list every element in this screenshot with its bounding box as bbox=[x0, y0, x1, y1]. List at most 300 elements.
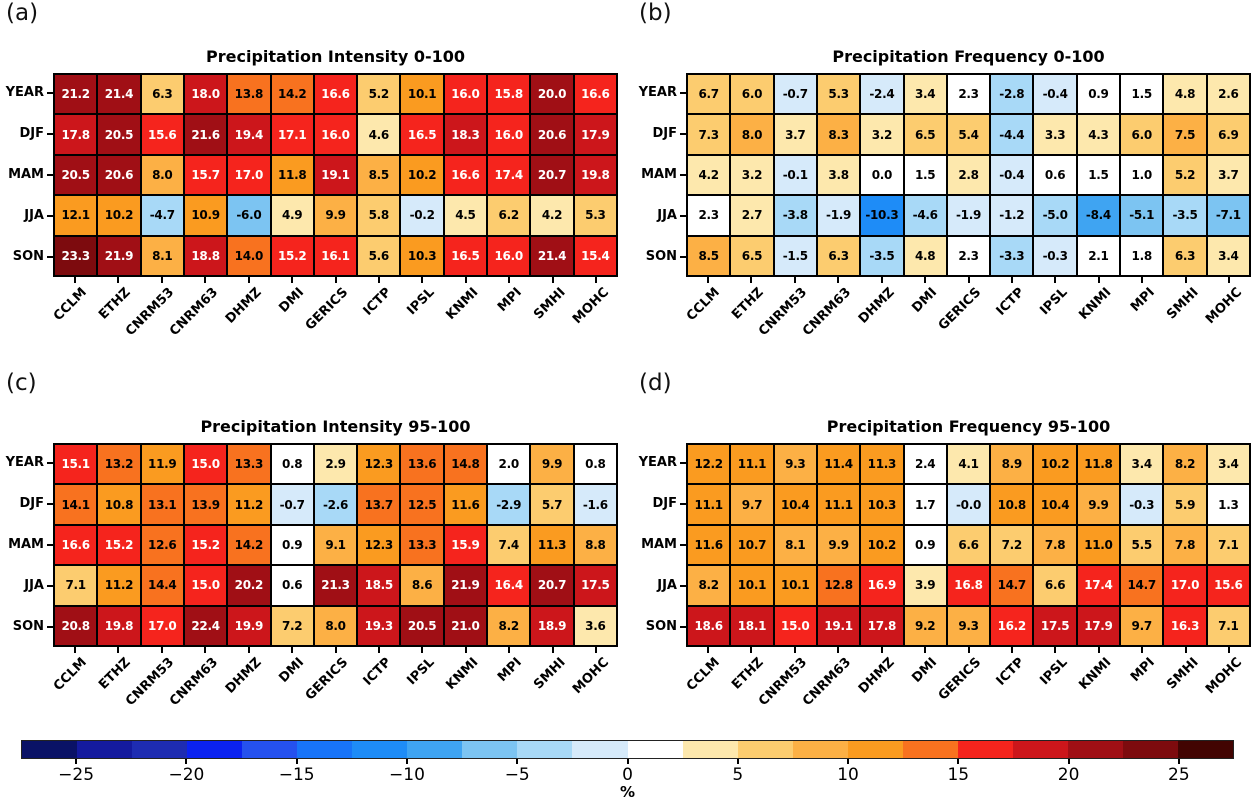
heatmap-cell: 11.2 bbox=[227, 484, 270, 524]
heatmap-cell: -5.1 bbox=[1120, 195, 1163, 235]
colorbar-tick bbox=[296, 759, 298, 764]
heatmap-cell: 7.2 bbox=[271, 606, 314, 646]
colorbar-tick bbox=[185, 759, 187, 764]
heatmap-cell: -0.7 bbox=[271, 484, 314, 524]
heatmap-cell: 3.4 bbox=[1207, 236, 1250, 276]
heatmap-cell: 17.8 bbox=[54, 114, 97, 154]
panel-title-a: Precipitation Intensity 0-100 bbox=[206, 47, 465, 66]
heatmap-cell: -3.5 bbox=[860, 236, 903, 276]
heatmap-cell: 13.7 bbox=[357, 484, 400, 524]
heatmap-cell: 15.1 bbox=[54, 444, 97, 484]
x-axis-tick bbox=[794, 277, 796, 283]
heatmap-cell: 20.2 bbox=[227, 565, 270, 605]
panel-title-b: Precipitation Frequency 0-100 bbox=[832, 47, 1105, 66]
heatmap-cell: 18.3 bbox=[444, 114, 487, 154]
heatmap-cell: 16.0 bbox=[487, 114, 530, 154]
heatmap-cell: 2.9 bbox=[314, 444, 357, 484]
heatmap-cell: 7.3 bbox=[687, 114, 730, 154]
colorbar-segment bbox=[407, 741, 462, 758]
heatmap-cell: 11.1 bbox=[730, 444, 773, 484]
heatmap-grid-b bbox=[686, 73, 1251, 277]
heatmap-cell: 18.0 bbox=[184, 74, 227, 114]
x-axis-tick bbox=[1098, 647, 1100, 653]
x-axis-tick bbox=[1228, 277, 1230, 283]
heatmap-cell: 11.1 bbox=[687, 484, 730, 524]
panel-d bbox=[633, 370, 1253, 740]
panel-b bbox=[633, 0, 1253, 370]
heatmap-cell: 6.0 bbox=[730, 74, 773, 114]
heatmap-cell: 13.3 bbox=[227, 444, 270, 484]
heatmap-cell: 10.2 bbox=[860, 525, 903, 565]
heatmap-cell: -2.4 bbox=[860, 74, 903, 114]
heatmap-cell: 16.1 bbox=[314, 236, 357, 276]
heatmap-cell: 17.0 bbox=[1163, 565, 1206, 605]
heatmap-cell: 18.5 bbox=[357, 565, 400, 605]
x-axis-tick bbox=[291, 277, 293, 283]
colorbar-tick bbox=[627, 759, 629, 764]
col-label: MOHC bbox=[1202, 655, 1245, 698]
row-label: JJA bbox=[657, 207, 677, 223]
heatmap-cell: 18.8 bbox=[184, 236, 227, 276]
heatmap-cell: 16.6 bbox=[574, 74, 617, 114]
heatmap-cell: 6.3 bbox=[1163, 236, 1206, 276]
heatmap-cell: -10.3 bbox=[860, 195, 903, 235]
heatmap-cell: 1.5 bbox=[1077, 155, 1120, 195]
col-label: CNRM63 bbox=[166, 285, 221, 340]
heatmap-cell: -1.9 bbox=[817, 195, 860, 235]
x-axis-tick bbox=[837, 277, 839, 283]
heatmap-cell: 15.6 bbox=[1207, 565, 1250, 605]
y-axis-tick bbox=[47, 585, 53, 587]
col-label: DHMZ bbox=[222, 655, 265, 697]
heatmap-cell: -0.0 bbox=[947, 484, 990, 524]
heatmap-cell: 12.8 bbox=[817, 565, 860, 605]
heatmap-cell: 3.9 bbox=[904, 565, 947, 605]
heatmap-cell: 13.6 bbox=[400, 444, 443, 484]
heatmap-cell: 9.3 bbox=[947, 606, 990, 646]
x-axis-tick bbox=[707, 277, 709, 283]
heatmap-cell: 7.8 bbox=[1163, 525, 1206, 565]
heatmap-cell: 15.0 bbox=[184, 444, 227, 484]
heatmap-cell: 6.0 bbox=[1120, 114, 1163, 154]
y-axis-tick bbox=[680, 503, 686, 505]
heatmap-cell: 3.2 bbox=[730, 155, 773, 195]
col-label: MOHC bbox=[569, 655, 612, 698]
col-label: ETHZ bbox=[96, 655, 134, 693]
colorbar-segment bbox=[1068, 741, 1123, 758]
heatmap-cell: 19.1 bbox=[817, 606, 860, 646]
col-label: IPSL bbox=[404, 655, 439, 689]
col-label: CCLM bbox=[684, 285, 724, 325]
heatmap-grid-c bbox=[53, 443, 618, 647]
heatmap-cell: 11.3 bbox=[530, 525, 573, 565]
colorbar-segment bbox=[1123, 741, 1178, 758]
col-label: MOHC bbox=[569, 285, 612, 328]
heatmap-cell: 5.3 bbox=[574, 195, 617, 235]
col-label: SMHI bbox=[530, 655, 569, 693]
colorbar-segment bbox=[793, 741, 848, 758]
heatmap-cell: 19.9 bbox=[227, 606, 270, 646]
heatmap-cell: 9.7 bbox=[1120, 606, 1163, 646]
colorbar-segment bbox=[187, 741, 242, 758]
heatmap-cell: 6.5 bbox=[904, 114, 947, 154]
row-label: JJA bbox=[24, 577, 44, 593]
col-label: CNRM53 bbox=[756, 655, 811, 710]
heatmap-cell: 20.7 bbox=[530, 155, 573, 195]
heatmap-cell: 0.9 bbox=[271, 525, 314, 565]
heatmap-cell: -3.3 bbox=[990, 236, 1033, 276]
y-axis-tick bbox=[47, 626, 53, 628]
heatmap-cell: 11.6 bbox=[687, 525, 730, 565]
heatmap-cell: 16.0 bbox=[314, 114, 357, 154]
colorbar-tick bbox=[406, 759, 408, 764]
heatmap-cell: 13.9 bbox=[184, 484, 227, 524]
col-label: GERICS bbox=[935, 285, 985, 334]
heatmap-cell: 10.4 bbox=[774, 484, 817, 524]
heatmap-cell: 9.9 bbox=[530, 444, 573, 484]
heatmap-cell: 17.5 bbox=[574, 565, 617, 605]
col-label: CNRM53 bbox=[123, 655, 178, 710]
col-label: IPSL bbox=[1037, 285, 1072, 319]
heatmap-cell: 6.9 bbox=[1207, 114, 1250, 154]
col-label: CCLM bbox=[51, 285, 91, 325]
row-label: DJF bbox=[19, 496, 44, 512]
colorbar-segment bbox=[297, 741, 352, 758]
x-axis-tick bbox=[750, 647, 752, 653]
heatmap-cell: 15.2 bbox=[97, 525, 140, 565]
heatmap-cell: 12.2 bbox=[687, 444, 730, 484]
heatmap-cell: 10.4 bbox=[1033, 484, 1076, 524]
heatmap-cell: 9.2 bbox=[904, 606, 947, 646]
heatmap-cell: 16.6 bbox=[54, 525, 97, 565]
x-axis-tick bbox=[1141, 277, 1143, 283]
panel-a bbox=[0, 0, 622, 370]
heatmap-cell: 14.1 bbox=[54, 484, 97, 524]
colorbar-segment bbox=[848, 741, 903, 758]
heatmap-cell: -0.3 bbox=[1033, 236, 1076, 276]
panel-title-c: Precipitation Intensity 95-100 bbox=[200, 417, 471, 436]
row-label: SON bbox=[12, 618, 44, 634]
panel-label-a: (a) bbox=[6, 0, 39, 26]
col-label: ICTP bbox=[360, 655, 395, 689]
colorbar-segment bbox=[572, 741, 627, 758]
heatmap-cell: -0.2 bbox=[400, 195, 443, 235]
colorbar-tick-label: 25 bbox=[1168, 765, 1190, 785]
heatmap-cell: -2.9 bbox=[487, 484, 530, 524]
row-label: DJF bbox=[652, 126, 677, 142]
col-label: CNRM63 bbox=[799, 285, 854, 340]
heatmap-cell: 16.6 bbox=[444, 155, 487, 195]
heatmap-cell: 14.7 bbox=[990, 565, 1033, 605]
heatmap-cell: 6.6 bbox=[947, 525, 990, 565]
row-label: MAM bbox=[641, 537, 677, 552]
heatmap-cell: 16.8 bbox=[947, 565, 990, 605]
col-label: DHMZ bbox=[855, 285, 898, 327]
heatmap-cell: 16.5 bbox=[400, 114, 443, 154]
x-axis-tick bbox=[508, 277, 510, 283]
col-label: ICTP bbox=[993, 285, 1028, 319]
heatmap-cell: -0.4 bbox=[990, 155, 1033, 195]
heatmap-cell: 8.5 bbox=[357, 155, 400, 195]
heatmap-cell: 18.1 bbox=[730, 606, 773, 646]
heatmap-cell: 7.8 bbox=[1033, 525, 1076, 565]
y-axis-tick bbox=[680, 92, 686, 94]
heatmap-cell: 13.1 bbox=[141, 484, 184, 524]
col-label: KNMI bbox=[1076, 655, 1115, 693]
heatmap-cell: 20.0 bbox=[530, 74, 573, 114]
col-label: CNRM63 bbox=[799, 655, 854, 710]
row-label: DJF bbox=[19, 126, 44, 142]
x-axis-tick bbox=[1054, 647, 1056, 653]
y-axis-tick bbox=[47, 256, 53, 258]
heatmap-cell: 8.2 bbox=[1163, 444, 1206, 484]
panel-label-b: (b) bbox=[639, 0, 672, 26]
heatmap-cell: 9.9 bbox=[817, 525, 860, 565]
y-axis-tick bbox=[680, 585, 686, 587]
x-axis-tick bbox=[421, 277, 423, 283]
colorbar-tick-label: −5 bbox=[504, 765, 530, 785]
heatmap-cell: 7.4 bbox=[487, 525, 530, 565]
heatmap-cell: -1.2 bbox=[990, 195, 1033, 235]
y-axis-tick bbox=[47, 462, 53, 464]
heatmap-cell: 17.9 bbox=[1077, 606, 1120, 646]
x-axis-tick bbox=[1098, 277, 1100, 283]
heatmap-cell: -1.9 bbox=[947, 195, 990, 235]
col-label: SMHI bbox=[1163, 285, 1202, 323]
heatmap-cell: 6.2 bbox=[487, 195, 530, 235]
y-axis-tick bbox=[680, 626, 686, 628]
col-label: IPSL bbox=[1037, 655, 1072, 689]
heatmap-cell: 12.3 bbox=[357, 444, 400, 484]
heatmap-cell: 15.2 bbox=[184, 525, 227, 565]
heatmap-cell: -5.0 bbox=[1033, 195, 1076, 235]
heatmap-cell: -2.8 bbox=[990, 74, 1033, 114]
heatmap-cell: 8.0 bbox=[730, 114, 773, 154]
heatmap-cell: 16.6 bbox=[314, 74, 357, 114]
x-axis-tick bbox=[968, 647, 970, 653]
heatmap-cell: 14.7 bbox=[1120, 565, 1163, 605]
heatmap-cell: 6.7 bbox=[687, 74, 730, 114]
heatmap-cell: 2.6 bbox=[1207, 74, 1250, 114]
x-axis-tick bbox=[1054, 277, 1056, 283]
heatmap-cell: 2.4 bbox=[904, 444, 947, 484]
col-label: CNRM53 bbox=[756, 285, 811, 340]
heatmap-cell: -0.4 bbox=[1033, 74, 1076, 114]
x-axis-tick bbox=[924, 647, 926, 653]
heatmap-cell: 5.4 bbox=[947, 114, 990, 154]
heatmap-cell: 8.2 bbox=[487, 606, 530, 646]
colorbar-tick-label: 20 bbox=[1057, 765, 1080, 785]
heatmap-cell: 10.3 bbox=[400, 236, 443, 276]
x-axis-tick bbox=[117, 277, 119, 283]
heatmap-cell: 13.2 bbox=[97, 444, 140, 484]
y-axis-tick bbox=[680, 215, 686, 217]
x-axis-tick bbox=[378, 647, 380, 653]
col-label: DMI bbox=[276, 285, 308, 316]
heatmap-cell: 17.0 bbox=[141, 606, 184, 646]
x-axis-tick bbox=[378, 277, 380, 283]
x-axis-tick bbox=[552, 277, 554, 283]
heatmap-cell: 4.3 bbox=[1077, 114, 1120, 154]
heatmap-cell: 16.0 bbox=[444, 74, 487, 114]
heatmap-cell: 4.2 bbox=[530, 195, 573, 235]
x-axis-tick bbox=[465, 277, 467, 283]
heatmap-cell: 20.5 bbox=[54, 155, 97, 195]
y-axis-tick bbox=[47, 174, 53, 176]
col-label: KNMI bbox=[443, 655, 482, 693]
x-axis-tick bbox=[204, 277, 206, 283]
heatmap-cell: 17.1 bbox=[271, 114, 314, 154]
heatmap-cell: 16.3 bbox=[1163, 606, 1206, 646]
colorbar-tick-label: 10 bbox=[837, 765, 859, 785]
x-axis-tick bbox=[74, 647, 76, 653]
heatmap-cell: 19.8 bbox=[97, 606, 140, 646]
colorbar-tick bbox=[737, 759, 739, 764]
heatmap-cell: 2.3 bbox=[947, 74, 990, 114]
heatmap-cell: 6.3 bbox=[141, 74, 184, 114]
heatmap-cell: 15.7 bbox=[184, 155, 227, 195]
x-axis-tick bbox=[117, 647, 119, 653]
heatmap-cell: 15.4 bbox=[574, 236, 617, 276]
heatmap-cell: 20.5 bbox=[97, 114, 140, 154]
heatmap-cell: 11.1 bbox=[817, 484, 860, 524]
heatmap-cell: -0.7 bbox=[774, 74, 817, 114]
heatmap-cell: 8.6 bbox=[400, 565, 443, 605]
heatmap-cell: 5.2 bbox=[357, 74, 400, 114]
col-label: ETHZ bbox=[729, 655, 767, 693]
col-label: IPSL bbox=[404, 285, 439, 319]
heatmap-cell: 0.8 bbox=[574, 444, 617, 484]
heatmap-cell: 10.9 bbox=[184, 195, 227, 235]
heatmap-cell: 4.1 bbox=[947, 444, 990, 484]
heatmap-cell: 19.1 bbox=[314, 155, 357, 195]
heatmap-cell: 5.2 bbox=[1163, 155, 1206, 195]
heatmap-cell: 16.4 bbox=[487, 565, 530, 605]
heatmap-cell: 5.9 bbox=[1163, 484, 1206, 524]
heatmap-cell: 11.6 bbox=[444, 484, 487, 524]
col-label: DHMZ bbox=[855, 655, 898, 697]
x-axis-tick bbox=[1185, 277, 1187, 283]
y-axis-tick bbox=[47, 544, 53, 546]
heatmap-cell: 1.0 bbox=[1120, 155, 1163, 195]
x-axis-tick bbox=[837, 647, 839, 653]
row-label: YEAR bbox=[5, 455, 44, 471]
col-label: CNRM53 bbox=[123, 285, 178, 340]
heatmap-cell: 11.0 bbox=[1077, 525, 1120, 565]
heatmap-cell: 5.7 bbox=[530, 484, 573, 524]
colorbar-tick-label: −10 bbox=[389, 765, 425, 785]
x-axis-tick bbox=[248, 647, 250, 653]
heatmap-cell: 3.2 bbox=[860, 114, 903, 154]
heatmap-cell: 0.0 bbox=[860, 155, 903, 195]
heatmap-cell: 17.5 bbox=[1033, 606, 1076, 646]
heatmap-cell: 21.9 bbox=[444, 565, 487, 605]
heatmap-cell: 1.5 bbox=[1120, 74, 1163, 114]
x-axis-tick bbox=[595, 277, 597, 283]
heatmap-cell: 21.2 bbox=[54, 74, 97, 114]
heatmap-cell: 4.8 bbox=[904, 236, 947, 276]
heatmap-cell: 12.6 bbox=[141, 525, 184, 565]
heatmap-cell: 21.9 bbox=[97, 236, 140, 276]
heatmap-cell: -3.8 bbox=[774, 195, 817, 235]
colorbar-tick bbox=[75, 759, 77, 764]
row-label: SON bbox=[645, 618, 677, 634]
y-axis-tick bbox=[680, 462, 686, 464]
heatmap-cell: 8.1 bbox=[774, 525, 817, 565]
x-axis-tick bbox=[1141, 647, 1143, 653]
col-label: MOHC bbox=[1202, 285, 1245, 328]
heatmap-cell: 2.0 bbox=[487, 444, 530, 484]
colorbar-segment bbox=[1178, 741, 1233, 758]
col-label: DMI bbox=[276, 655, 308, 686]
y-axis-tick bbox=[680, 133, 686, 135]
heatmap-cell: 19.3 bbox=[357, 606, 400, 646]
heatmap-cell: 2.3 bbox=[687, 195, 730, 235]
y-axis-tick bbox=[680, 256, 686, 258]
col-label: ICTP bbox=[360, 285, 395, 319]
row-label: YEAR bbox=[638, 85, 677, 101]
heatmap-cell: 19.4 bbox=[227, 114, 270, 154]
col-label: MPI bbox=[1128, 285, 1158, 315]
col-label: SMHI bbox=[1163, 655, 1202, 693]
panel-label-d: (d) bbox=[639, 370, 672, 396]
heatmap-cell: 1.7 bbox=[904, 484, 947, 524]
colorbar-tick-label: −15 bbox=[278, 765, 315, 785]
panel-title-d: Precipitation Frequency 95-100 bbox=[826, 417, 1111, 436]
x-axis-tick bbox=[161, 277, 163, 283]
heatmap-grid-a bbox=[53, 73, 618, 277]
colorbar-segment bbox=[77, 741, 132, 758]
heatmap-cell: 5.8 bbox=[357, 195, 400, 235]
row-label: SON bbox=[12, 248, 44, 264]
heatmap-cell: 4.8 bbox=[1163, 74, 1206, 114]
heatmap-cell: 1.8 bbox=[1120, 236, 1163, 276]
x-axis-tick bbox=[968, 277, 970, 283]
heatmap-cell: 20.7 bbox=[530, 565, 573, 605]
x-axis-tick bbox=[465, 647, 467, 653]
heatmap-cell: 3.4 bbox=[904, 74, 947, 114]
heatmap-cell: 17.4 bbox=[487, 155, 530, 195]
heatmap-grid-d bbox=[686, 443, 1251, 647]
colorbar-segment bbox=[352, 741, 407, 758]
panel-label-c: (c) bbox=[6, 370, 37, 396]
heatmap-cell: 0.6 bbox=[1033, 155, 1076, 195]
colorbar-segment bbox=[22, 741, 77, 758]
heatmap-cell: 2.8 bbox=[947, 155, 990, 195]
heatmap-cell: 11.8 bbox=[1077, 444, 1120, 484]
heatmap-cell: 17.4 bbox=[1077, 565, 1120, 605]
heatmap-cell: 6.6 bbox=[1033, 565, 1076, 605]
row-label: MAM bbox=[641, 167, 677, 182]
heatmap-cell: 5.3 bbox=[817, 74, 860, 114]
row-label: MAM bbox=[8, 167, 44, 182]
col-label: MPI bbox=[495, 655, 525, 685]
heatmap-cell: 16.5 bbox=[444, 236, 487, 276]
heatmap-cell: 3.4 bbox=[1207, 444, 1250, 484]
heatmap-cell: 3.7 bbox=[1207, 155, 1250, 195]
heatmap-cell: 12.3 bbox=[357, 525, 400, 565]
heatmap-cell: 5.5 bbox=[1120, 525, 1163, 565]
heatmap-cell: 9.9 bbox=[1077, 484, 1120, 524]
x-axis-tick bbox=[421, 647, 423, 653]
colorbar-segment bbox=[517, 741, 572, 758]
colorbar-segment bbox=[683, 741, 738, 758]
col-label: DMI bbox=[909, 285, 941, 316]
colorbar-segment bbox=[628, 741, 683, 758]
heatmap-cell: 15.8 bbox=[487, 74, 530, 114]
heatmap-cell: 3.6 bbox=[574, 606, 617, 646]
row-label: DJF bbox=[652, 496, 677, 512]
